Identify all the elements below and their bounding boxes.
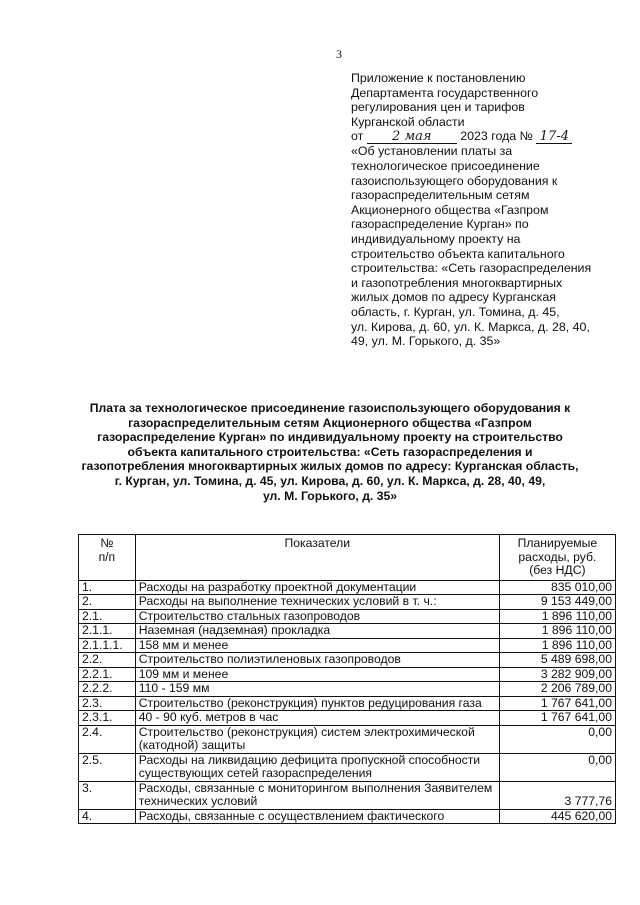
row-indicator: Строительство полиэтиленовых газопроводов: [135, 653, 499, 668]
header-number-line: п/п: [98, 549, 116, 564]
table-row: [79, 725, 616, 753]
row-value: 3 777,76: [499, 781, 615, 809]
row-indicator: Расходы, связанные с осуществлением фактического: [135, 809, 499, 824]
title-line: ул. М. Горького, д. 35»: [262, 488, 398, 503]
row-number: 1.: [79, 580, 136, 595]
table-row: [79, 711, 616, 726]
subject-line: строительство объекта капитального: [351, 246, 565, 261]
table-row: [79, 682, 616, 697]
header-number-line: №: [100, 536, 114, 550]
row-number: 2.1.1.: [79, 624, 136, 639]
table-row: [79, 609, 616, 624]
row-value: 1 767 641,00: [499, 696, 615, 711]
row-indicator: Строительство (реконструкция) пунктов редуцирования газа: [135, 696, 499, 711]
subject-line: «Об установлении платы за: [351, 144, 513, 159]
row-indicator: Расходы на ликвидацию дефицита пропускной способности существующих сетей газораспределения: [135, 753, 499, 781]
row-value: 3 282 909,00: [499, 667, 615, 682]
row-number: 2.1.1.1.: [79, 638, 136, 653]
subject-line: газораспределительным сетям: [351, 188, 530, 203]
table-row: [79, 580, 616, 595]
header-number: [79, 535, 136, 581]
subject-line: газоиспользующего оборудования к: [351, 173, 558, 188]
row-indicator: Расходы на разработку проектной документации: [135, 580, 499, 595]
from-prefix: от: [351, 129, 364, 144]
row-value: 1 896 110,00: [499, 624, 615, 639]
row-value: 1 767 641,00: [499, 711, 615, 726]
row-value: 835 010,00: [499, 580, 615, 595]
table-row: [79, 781, 616, 809]
header-indicators: Показатели: [135, 535, 499, 581]
row-indicator: 110 - 159 мм: [135, 682, 499, 697]
row-indicator: Расходы на выполнение технических условий в т. ч.:: [135, 595, 499, 610]
subject-line: ул. Кирова, д. 60, ул. К. Маркса, д. 28, 40,: [351, 319, 590, 334]
row-number: 2.2.1.: [79, 667, 136, 682]
row-value: 1 896 110,00: [499, 609, 615, 624]
subject-line: технологическое присоединение: [351, 158, 540, 173]
title-line: объекта капитального строительства: «Сеть газораспределения и: [127, 444, 533, 459]
row-number: 2.2.: [79, 653, 136, 668]
header-planned-costs: [499, 535, 615, 581]
row-indicator: Строительство стальных газопроводов: [135, 609, 499, 624]
appendix-line: Курганской области: [351, 114, 465, 129]
handwritten-date: 2 мая: [367, 131, 457, 144]
cost-table: [78, 534, 616, 824]
table-row: [79, 667, 616, 682]
subject-line: строительства: «Сеть газораспределения: [351, 261, 592, 276]
row-value: 0,00: [499, 725, 615, 753]
row-indicator: Строительство (реконструкция) систем электрохимической (катодной) защиты: [135, 725, 499, 753]
year-text: 2023 года №: [460, 129, 533, 144]
appendix-block: [351, 71, 621, 349]
row-value: 445 620,00: [499, 809, 615, 824]
row-number: 2.2.2.: [79, 682, 136, 697]
header-costs-line: Планируемые: [517, 536, 598, 550]
table-row: [79, 653, 616, 668]
table-row: [79, 753, 616, 781]
row-number: 2.5.: [79, 753, 136, 781]
title-line: газораспределительным сетям Акционерного общества «Газпром: [128, 415, 532, 430]
row-indicator: 40 - 90 куб. метров в час: [135, 711, 499, 726]
row-indicator: Расходы, связанные с мониторингом выполнения Заявителем технических условий: [135, 781, 499, 809]
handwritten-number: 17-4: [536, 131, 572, 144]
table-header-row: [79, 535, 616, 581]
row-value: 0,00: [499, 753, 615, 781]
table-row: [79, 638, 616, 653]
appendix-line: Приложение к постановлению: [351, 71, 526, 85]
row-number: 2.4.: [79, 725, 136, 753]
row-indicator: Наземная (надземная) прокладка: [135, 624, 499, 639]
row-number: 2.3.: [79, 696, 136, 711]
row-indicator: 158 мм и менее: [135, 638, 499, 653]
subject-line: область, г. Курган, ул. Томина, д. 45,: [351, 304, 560, 319]
header-costs-line: расходы, руб.: [518, 549, 597, 564]
row-value: 2 206 789,00: [499, 682, 615, 697]
row-number: 4.: [79, 809, 136, 824]
row-indicator: 109 мм и менее: [135, 667, 499, 682]
row-number: 2.3.1.: [79, 711, 136, 726]
appendix-line: Департамента государственного: [351, 85, 539, 100]
title-line: Плата за технологическое присоединение газоиспользующего оборудования к: [89, 401, 571, 415]
subject-line: 49, ул. М. Горького, д. 35»: [351, 334, 501, 349]
row-number: 2.1.: [79, 609, 136, 624]
page-number: 3: [336, 47, 342, 61]
table-row: [79, 595, 616, 610]
title-line: г. Курган, ул. Томина, д. 45, ул. Кирова, д. 60, ул. К. Маркса, д. 28, 40, 49,: [114, 473, 546, 488]
table-row: [79, 696, 616, 711]
table-row: [79, 624, 616, 639]
title-line: газопотребления многоквартирных жилых домов по адресу: Курганская область,: [81, 459, 579, 474]
title-line: газораспределение Курган» по индивидуальному проекту на строительство: [97, 430, 563, 445]
subject-line: Акционерного общества «Газпром: [351, 202, 549, 217]
appendix-date-line: [351, 129, 621, 144]
table-row: [79, 809, 616, 824]
subject-line: и газопотребления многоквартирных: [351, 275, 563, 290]
row-number: 2.: [79, 595, 136, 610]
row-value: 9 153 449,00: [499, 595, 615, 610]
row-value: 5 489 698,00: [499, 653, 615, 668]
subject-line: индивидуальному проекту на: [351, 231, 521, 246]
row-value: 1 896 110,00: [499, 638, 615, 653]
header-costs-line: (без НДС): [529, 563, 586, 577]
subject-line: жилых домов по адресу Курганская: [351, 290, 556, 305]
appendix-line: регулирования цен и тарифов: [351, 100, 525, 115]
row-number: 3.: [79, 781, 136, 809]
document-title: [60, 401, 600, 503]
subject-line: газораспределение Курган» по: [351, 217, 529, 232]
